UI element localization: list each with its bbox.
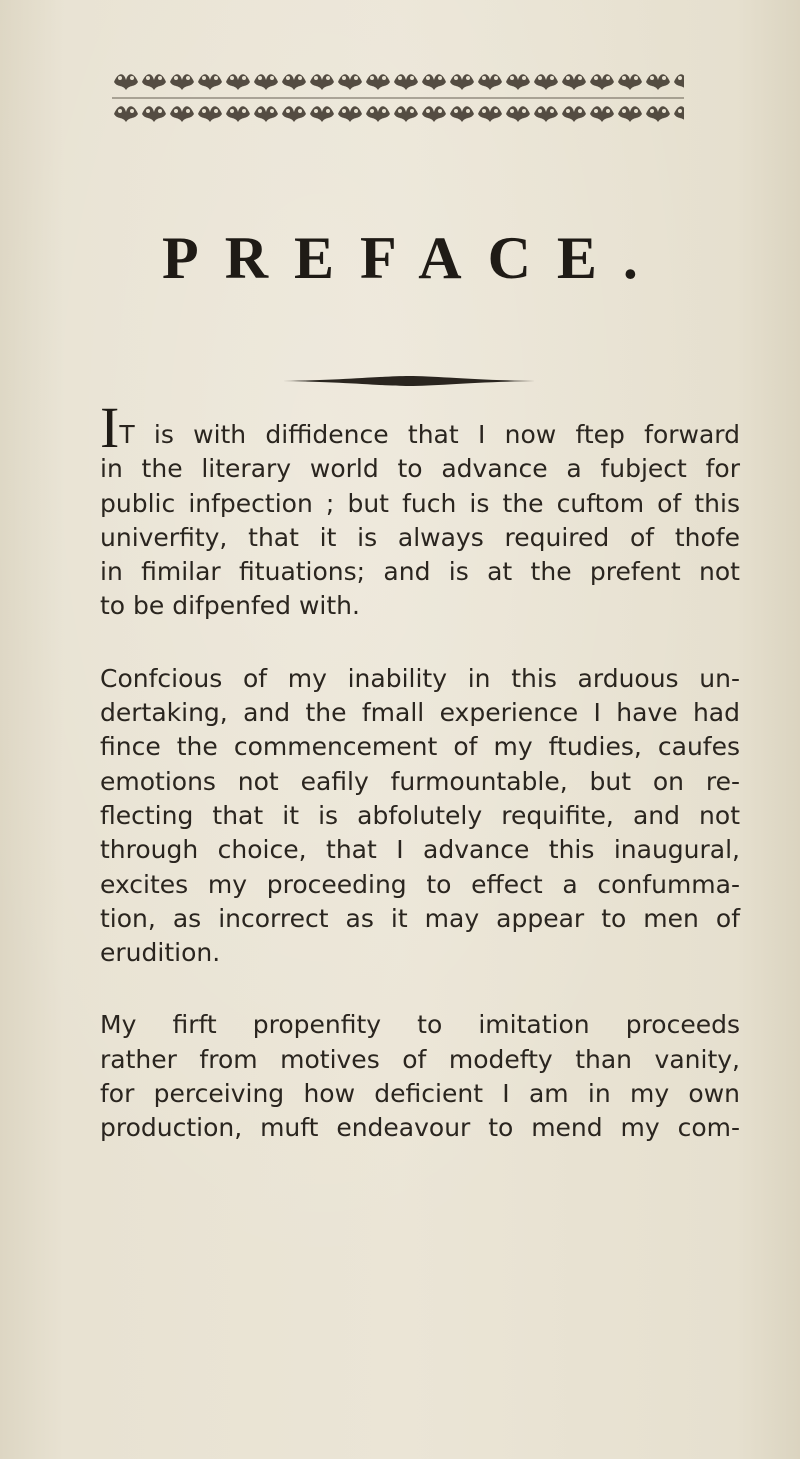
text-line: through choice, that I advance this inaugural, (100, 835, 740, 865)
text-line: for perceiving how deficient I am in my own (100, 1079, 740, 1109)
paragraph-3 (100, 1008, 740, 1145)
text-line: excites my proceeding to effect a confumma- (100, 869, 740, 899)
paragraph-2 (100, 662, 740, 971)
text-line: erudition. (100, 938, 221, 968)
text-line: public infpection ; but fuch is the cuftom of this (100, 488, 740, 518)
text-line: fince the commencement of my ftudies, caufes (100, 732, 740, 762)
swell-rule-divider-icon (283, 374, 535, 388)
drop-cap: I (100, 395, 120, 460)
preface-body (100, 395, 740, 1146)
text-line: in fimilar fituations; and is at the prefent not (100, 557, 740, 587)
text-line: My firft propenfity to imitation proceeds (100, 1010, 740, 1040)
decorative-border-band-icon (112, 68, 684, 130)
text-line: IT is with diffidence that I now ftep forward (100, 395, 740, 460)
text-line: in the literary world to advance a fubject for (100, 454, 740, 484)
text-line: Confcious of my inability in this arduous un- (100, 663, 740, 693)
paragraph-1 (100, 395, 740, 624)
text-line: production, muft endeavour to mend my com- (100, 1113, 740, 1143)
page-title: PREFACE. (162, 225, 664, 291)
text-line: tion, as incorrect as it may appear to men of (100, 903, 740, 933)
text-line: dertaking, and the fmall experience I have had (100, 698, 740, 728)
text-line: flecting that it is abfolutely requifite, and not (100, 800, 740, 830)
text-line: univerfity, that it is always required of thofe (100, 522, 740, 552)
text-line: rather from motives of modefty than vanity, (100, 1044, 740, 1074)
text-line: to be difpenfed with. (100, 591, 360, 621)
text-line: emotions not eafily furmountable, but on re- (100, 766, 740, 796)
